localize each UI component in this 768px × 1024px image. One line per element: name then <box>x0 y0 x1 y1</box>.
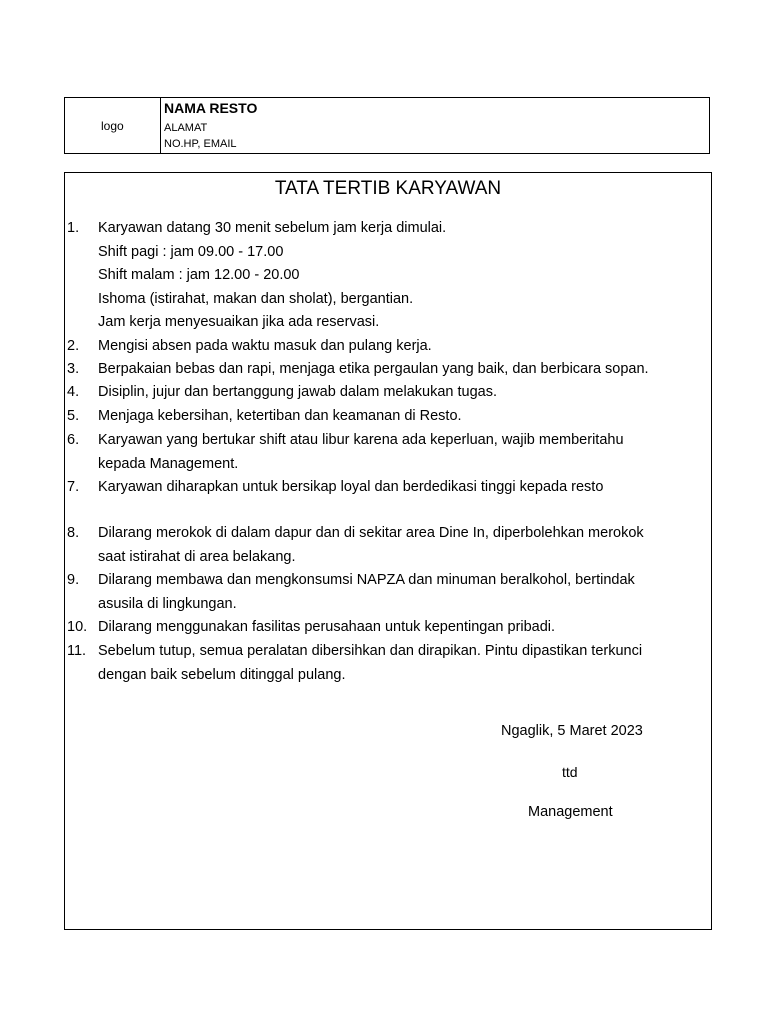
rule-text: Dilarang menggunakan fasilitas perusahaan untuk kepentingan pribadi. <box>98 619 556 635</box>
rule-text: Karyawan diharapkan untuk bersikap loyal dan berdedikasi tinggi kepada resto <box>98 479 604 495</box>
rule-number: 3. <box>67 361 80 377</box>
rule-number: 2. <box>67 338 80 354</box>
rule-number: 8. <box>67 525 80 541</box>
rule-item <box>65 217 711 335</box>
rule-text: Berpakaian bebas dan rapi, menjaga etika pergaulan yang baik, dan berbicara sopan. <box>98 361 649 377</box>
rule-text: Menjaga kebersihan, ketertiban dan keamanan di Resto. <box>98 408 462 424</box>
rule-item <box>65 640 711 687</box>
rule-item <box>65 405 711 429</box>
rule-text: Mengisi absen pada waktu masuk dan pulang kerja. <box>98 338 432 354</box>
rule-item <box>65 616 711 640</box>
rules-document <box>64 172 712 930</box>
rule-number: 5. <box>67 408 80 424</box>
rule-number: 11. <box>67 643 87 659</box>
rule-number: 1. <box>67 220 80 236</box>
rule-item <box>65 429 711 476</box>
rule-text: Sebelum tutup, semua peralatan dibersihkan dan dirapikan. Pintu dipastikan terkunci dengan baik sebelum ditinggal pulang. <box>98 643 643 683</box>
rule-item <box>65 335 711 359</box>
rule-text: Disiplin, jujur dan bertanggung jawab dalam melakukan tugas. <box>98 384 497 400</box>
rule-number: 10. <box>67 619 88 635</box>
rule-text: Karyawan datang 30 menit sebelum jam kerja dimulai. Shift pagi : jam 09.00 - 17.00 Shift malam : jam 12.00 - 20.00 Ishoma (istirahat, makan dan sholat), bergantian. Jam kerja menyesuaikan jika ada reservasi. <box>98 220 447 330</box>
signature-signer: Management <box>528 804 613 820</box>
signature-place-date: Ngaglik, 5 Maret 2023 <box>501 723 643 739</box>
logo-cell <box>65 98 161 153</box>
rule-text: Dilarang membawa dan mengkonsumsi NAPZA dan minuman beralkohol, bertindak asusila di lingkungan. <box>98 572 635 612</box>
rule-number: 4. <box>67 384 80 400</box>
rule-item <box>65 358 711 382</box>
signature-ttd: ttd <box>562 764 578 780</box>
rule-item <box>65 381 711 405</box>
logo-placeholder: logo <box>101 119 124 133</box>
rule-text: Dilarang merokok di dalam dapur dan di sekitar area Dine In, diperbolehkan merokok saat istirahat di area belakang. <box>98 525 644 565</box>
rule-text: Karyawan yang bertukar shift atau libur karena ada keperluan, wajib memberitahu kepada Management. <box>98 432 624 472</box>
restaurant-contact: NO.HP, EMAIL <box>164 138 237 150</box>
rule-item <box>65 522 711 569</box>
letterhead <box>64 97 710 154</box>
rule-item <box>65 476 711 500</box>
rule-item <box>65 569 711 616</box>
restaurant-address: ALAMAT <box>164 122 208 134</box>
document-title: TATA TERTIB KARYAWAN <box>274 178 502 199</box>
restaurant-name: NAMA RESTO <box>164 100 258 116</box>
rule-number: 7. <box>67 479 80 495</box>
rule-number: 9. <box>67 572 80 588</box>
rule-number: 6. <box>67 432 80 448</box>
